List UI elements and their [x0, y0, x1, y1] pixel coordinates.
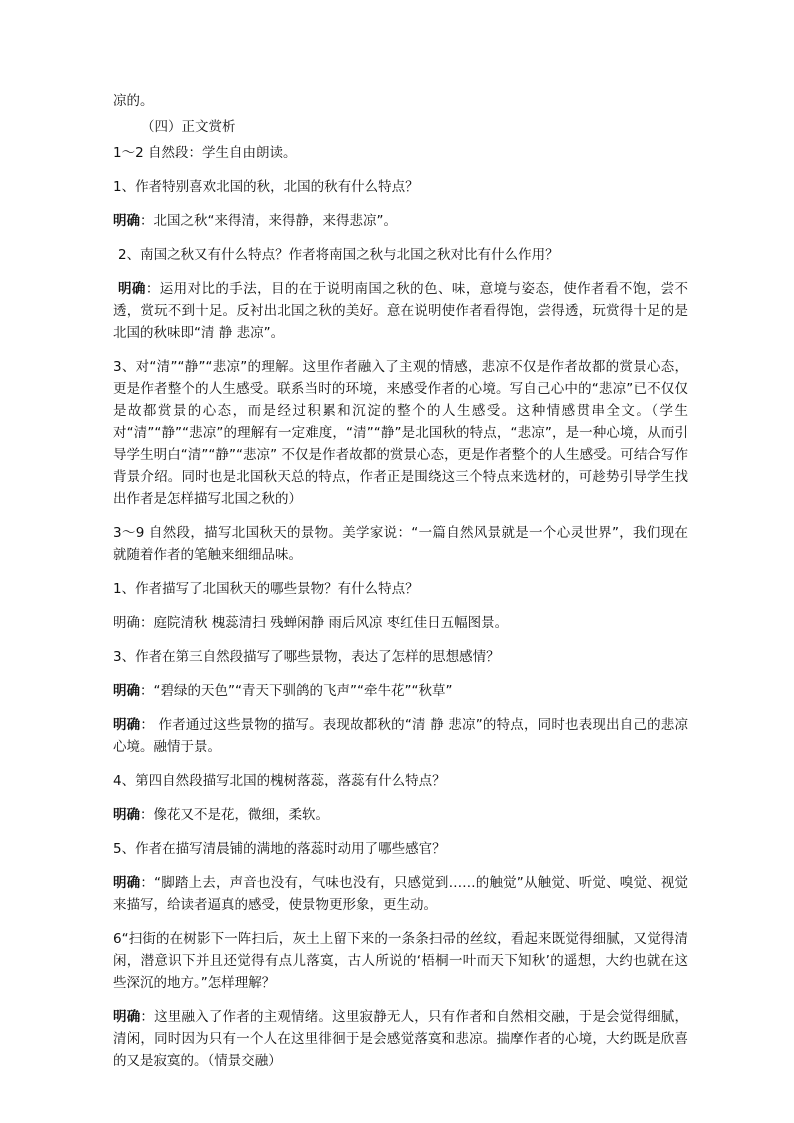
paragraph-text: ：运用对比的手法，目的在于说明南国之秋的色、味，意境与姿态，使作者看不饱，尝不透，赏玩不到十足。反衬出北国之秋的美好。意在说明使作者看得饱，尝得透，玩赏得十足的是北国的秋味即“清 静 悲凉”。: [113, 281, 689, 341]
paragraph-continuation: [113, 90, 688, 112]
paragraph-text: ：“碧绿的天色”“青天下驯鸽的飞声”“牵牛花”“秋草”: [140, 683, 453, 699]
paragraph-text: 1、作者特别喜欢北国的秋，北国的秋有什么特点？: [113, 179, 419, 195]
question: [113, 928, 688, 994]
answer-label: 明确: [113, 213, 140, 229]
paragraph-text: 5、作者在描写清晨铺的满地的落蕊时动用了哪些感官？: [113, 841, 446, 857]
answer: [113, 210, 688, 232]
answer-label: 明确: [113, 717, 141, 733]
paragraph: [113, 522, 688, 566]
paragraph-text: 4、第四自然段描写北国的槐树落蕊，落蕊有什么特点？: [113, 773, 446, 789]
answer: [113, 1006, 688, 1072]
paragraph-text: 3、对“清”“静”“悲凉”的理解。这里作者融入了主观的情感，悲凉不仅是作者故都的赏景心态，更是作者整个的人生感受。联系当时的环境，来感受作者的心境。写自己心中的“悲凉”已不仅仅是故都赏景的心态，而是经过积累和沉淀的整个的人生感受。这种情感贯串全文。（学生对“清”“静”“悲凉”的理解有一定难度，“清”“静”是北国秋的特点，“悲凉”，是一种心境，从而引导学生明白“清”“静”“悲凉” 不仅是作者故都的赏景心态，更是作者整个的人生感受。可结合写作背景介绍。同时也是北国秋天总的特点，作者正是围绕这三个特点来选材的，可趁势引导学生找出作者是怎样描写北国之秋的）: [113, 359, 688, 507]
question: [113, 176, 688, 198]
paragraph-text: 3～9 自然段，描写北国秋天的景物。美学家说：“一篇自然风景就是一个心灵世界”，我们现在就随着作者的笔触来细细品味。: [113, 525, 688, 563]
paragraph-text: 6“扫街的在树影下一阵扫后，灰土上留下来的一条条扫帚的丝纹，看起来既觉得细腻，又觉得清闲，潜意识下并且还觉得有点儿落寞，古人所说的‘梧桐一叶而天下知秋’的遥想，大约也就在这些深沉的地方。”怎样理解？: [113, 931, 688, 991]
answer: [113, 714, 688, 758]
answer-label: 明确: [118, 281, 146, 297]
paragraph-text: ：“脚踏上去，声音也没有，气味也没有，只感觉到……的触觉”从触觉、听觉、嗅觉、视觉来描写，给读者逼真的感受，使景物更形象，更生动。: [113, 875, 688, 913]
question: [113, 838, 688, 860]
answer: [113, 872, 688, 916]
question: [113, 578, 688, 600]
question: [113, 244, 688, 266]
question: [113, 646, 688, 668]
answer: [113, 680, 688, 702]
answer-label: 明确: [113, 875, 141, 891]
answer: [113, 804, 688, 826]
document-page: [113, 90, 688, 1072]
paragraph-text: ：北国之秋“来得清，来得静，来得悲凉”。: [140, 213, 397, 229]
paragraph-text: ：像花又不是花，微细，柔软。: [140, 807, 329, 823]
paragraph-text: 凉的。: [113, 93, 154, 109]
paragraph-text: 2、南国之秋又有什么特点？作者将南国之秋与北国之秋对比有什么作用？: [118, 247, 559, 263]
paragraph-text: （四）正文赏析: [141, 119, 236, 135]
paragraph: [113, 142, 688, 164]
answer-label: 明确: [113, 807, 140, 823]
paragraph-text: 3、作者在第三自然段描写了哪些景物，表达了怎样的思想感情？: [113, 649, 500, 665]
paragraph-text: 明确：庭院清秋 槐蕊清扫 残蝉闲静 雨后风凉 枣红佳日五幅图景。: [113, 615, 509, 631]
paragraph-text: ：这里融入了作者的主观情绪。这里寂静无人，只有作者和自然相交融，于是会觉得细腻，清闲，同时因为只有一个人在这里徘徊于是会感觉落寞和悲凉。揣摩作者的心境，大约既是欣喜的又是寂寞的。（情景交融）: [113, 1009, 688, 1069]
answer: [113, 278, 688, 344]
question: [113, 770, 688, 792]
answer: [113, 612, 688, 634]
answer-label: 明确: [113, 683, 140, 699]
section-heading: [113, 116, 688, 138]
answer-label: 明确: [113, 1009, 141, 1025]
paragraph-text: 1、作者描写了北国秋天的哪些景物？有什么特点？: [113, 581, 419, 597]
paragraph: [113, 356, 688, 510]
paragraph-text: ： 作者通过这些景物的描写。表现故都秋的“清 静 悲凉”的特点，同时也表现出自己的悲凉心境。融情于景。: [113, 717, 688, 755]
paragraph-text: 1～2 自然段：学生自由朗读。: [113, 145, 297, 161]
